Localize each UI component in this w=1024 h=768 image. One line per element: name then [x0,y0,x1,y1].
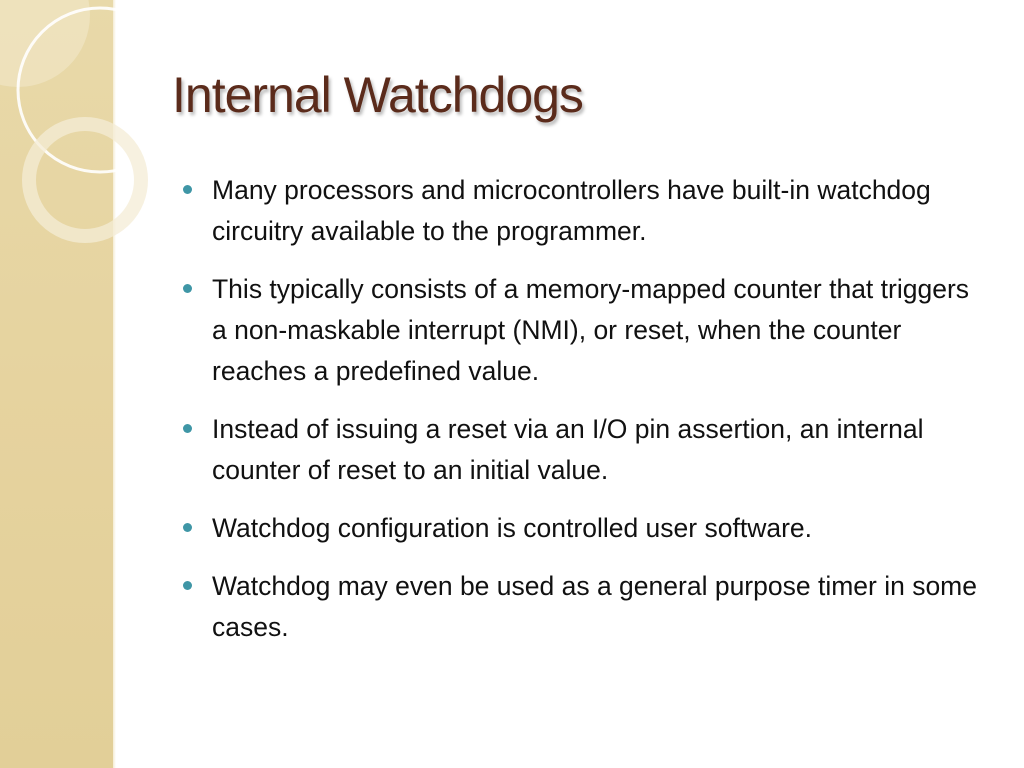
bullet-dot-icon [183,523,192,532]
bullet-item [183,269,983,392]
slide-title: Internal Watchdogs [172,67,583,123]
bullet-item [183,566,983,648]
bullet-list [183,170,983,665]
decorative-side-band [0,0,113,768]
bullet-text: This typically consists of a memory-mapped counter that triggers a non-maskable interrupt (NMI), or reset, when the counter reaches a predefined value. [212,274,970,386]
bullet-dot-icon [183,284,192,293]
side-band-edge [113,0,116,768]
bullet-text: Instead of issuing a reset via an I/O pin assertion, an internal counter of reset to an initial value. [212,414,924,485]
bullet-text: Watchdog may even be used as a general purpose timer in some cases. [212,571,977,642]
bullet-dot-icon [183,185,192,194]
bullet-item [183,508,983,549]
bullet-dot-icon [183,424,192,433]
bullet-item [183,409,983,491]
bullet-item [183,170,983,252]
bullet-text: Watchdog configuration is controlled user software. [212,513,812,543]
bullet-dot-icon [183,581,192,590]
bullet-text: Many processors and microcontrollers have built-in watchdog circuitry available to the programmer. [212,175,931,246]
